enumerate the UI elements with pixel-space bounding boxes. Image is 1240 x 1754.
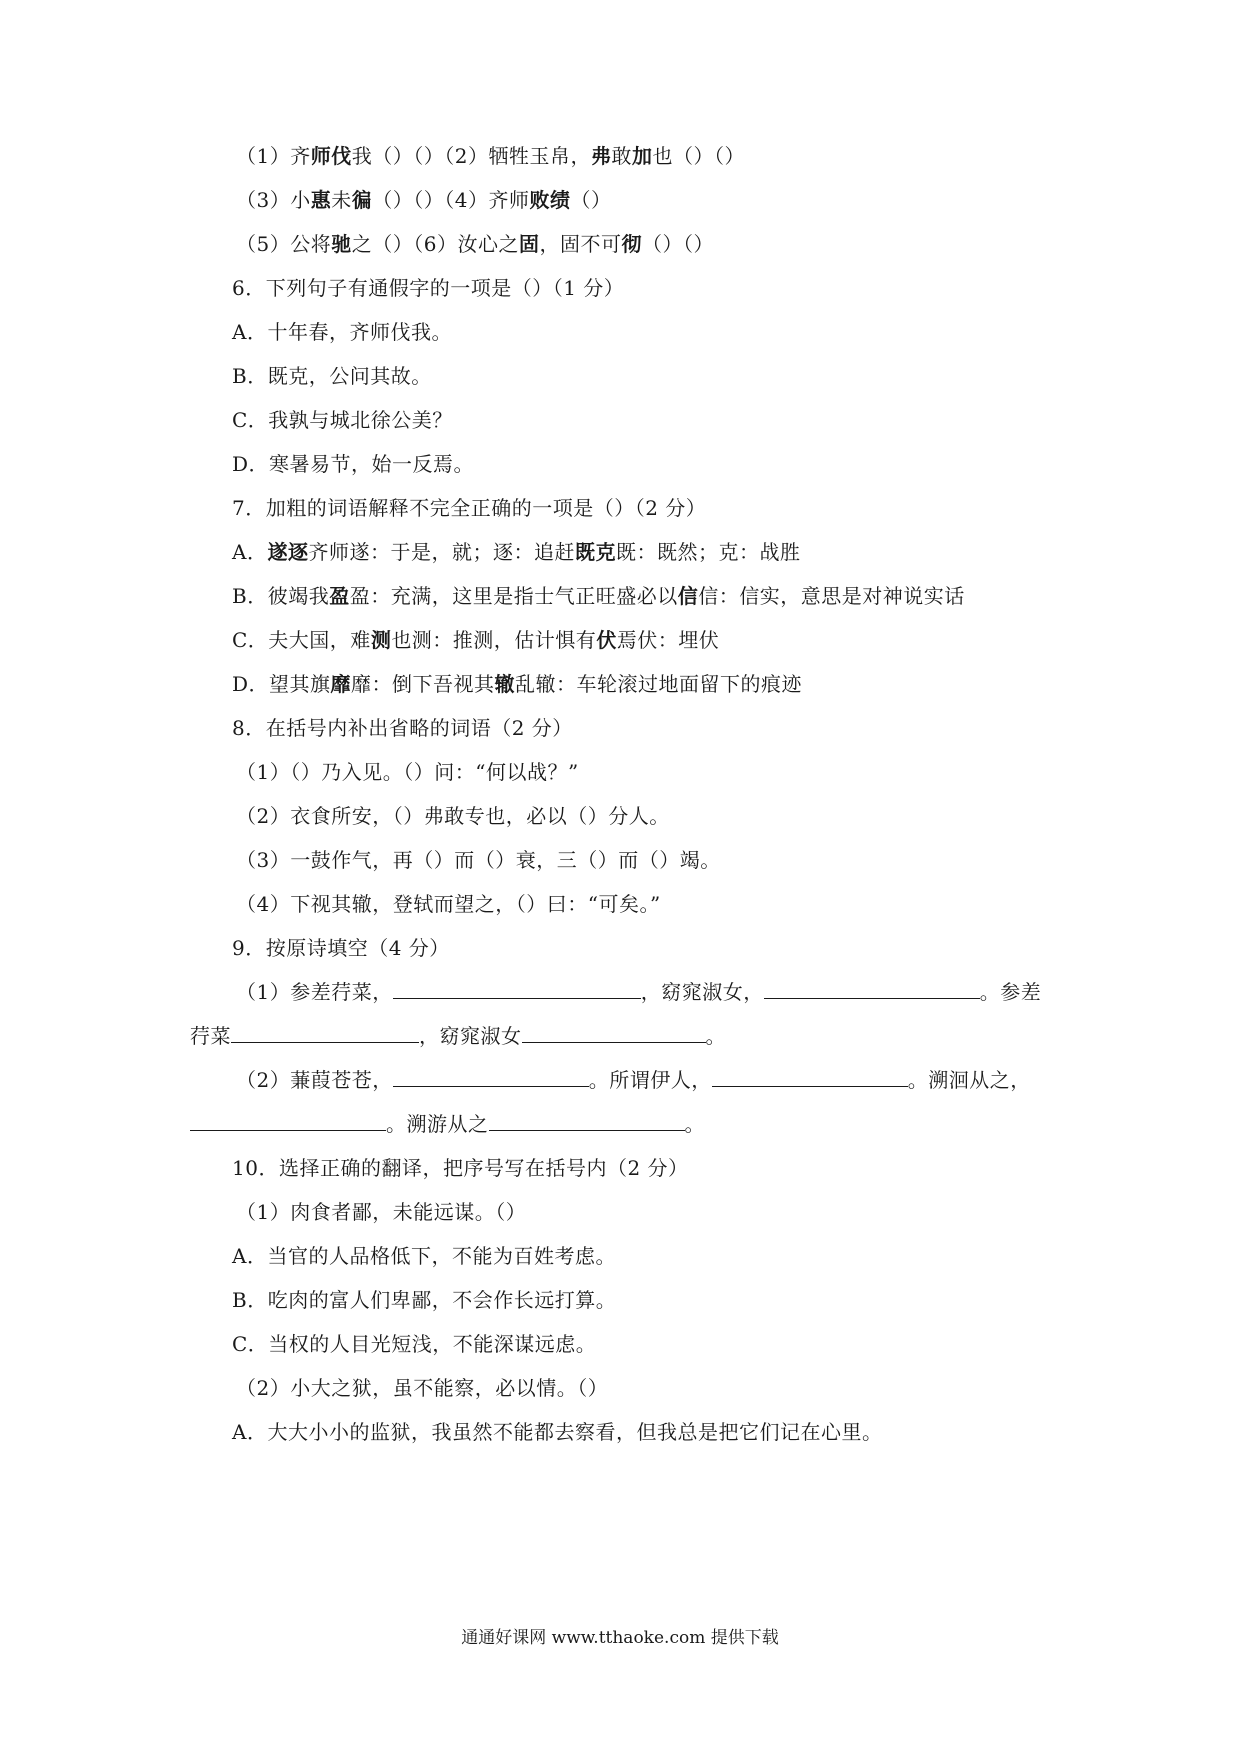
q9-line-2 (190, 1022, 726, 1050)
bold-text: 辙 (494, 672, 516, 696)
text: 既：既然；克：战胜 (615, 540, 801, 564)
q9-line-4 (190, 1110, 705, 1138)
text: （）（）（4）齐师 (372, 188, 530, 212)
q6-option-a: A．十年春，齐师伐我。 (232, 320, 452, 344)
q6-option-d: D．寒暑易节，始一反焉。 (232, 452, 475, 476)
bold-text: 师伐 (310, 144, 352, 168)
text: ，窈窕淑女 (419, 1024, 522, 1048)
bold-text: 惠 (310, 188, 332, 212)
text: （3）小 (236, 188, 311, 212)
q9-line-1 (236, 978, 1041, 1006)
bold-text: 盈 (329, 584, 350, 608)
q8-item-2: （2）衣食所安，（）弗敢专也，必以（）分人。 (236, 804, 670, 828)
q9-line-3 (236, 1066, 1031, 1094)
q8-item-4: （4）下视其辙，登轼而望之，（）曰：“可矣。” (236, 892, 661, 916)
bold-text: 遂逐 (267, 540, 309, 564)
page-footer: 通通好课网 www.tthaoke.com 提供下载 (461, 1628, 779, 1648)
bold-text: 信 (677, 584, 699, 608)
q8-item-1: （1）（）乃入见。（）问：“何以战？” (236, 760, 579, 784)
text: 我（）（）（2）牺牲玉帛， (351, 144, 591, 168)
text: 。溯洄从之， (907, 1068, 1031, 1092)
q10-sentence-1: （1）肉食者鄙，未能远谋。（） (236, 1200, 527, 1224)
q5-line-2 (236, 186, 611, 214)
text: 靡：倒下吾视其 (351, 672, 495, 696)
q10-s1-option-a: A．当官的人品格低下，不能为百姓考虑。 (232, 1244, 616, 1268)
answer-blank[interactable] (393, 1066, 589, 1087)
q10-s2-option-a: A．大大小小的监狱，我虽然不能都去察看，但我总是把它们记在心里。 (232, 1420, 883, 1444)
answer-blank[interactable] (231, 1022, 419, 1043)
text: 荇菜 (190, 1024, 231, 1048)
text: D．望其旗 (232, 672, 331, 696)
q6-option-c: C．我孰与城北徐公美？ (232, 408, 453, 432)
text: ，固不可 (539, 232, 622, 256)
answer-blank[interactable] (522, 1022, 706, 1043)
q10-s1-option-c: C．当权的人目光短浅，不能深谋远虑。 (232, 1332, 597, 1356)
q7-option-b (232, 582, 965, 610)
text: 也（）（） (652, 144, 745, 168)
bold-text: 既克 (574, 540, 616, 564)
answer-blank[interactable] (764, 978, 980, 999)
text: C．夫大国，难 (232, 628, 371, 652)
text: （）（） (641, 232, 714, 256)
text: 。参差 (979, 980, 1042, 1004)
text: 盈：充满，这里是指士气正旺盛必以 (349, 584, 678, 608)
q7-stem: 7．加粗的词语解释不完全正确的一项是（）（2 分） (232, 496, 707, 520)
text: （） (570, 188, 612, 212)
text: （2）蒹葭苍苍， (236, 1068, 393, 1092)
q7-option-c (232, 626, 719, 654)
bold-text: 靡 (330, 672, 352, 696)
text: 。溯游从之 (386, 1112, 489, 1136)
text: 之（）（6）汝心之 (351, 232, 519, 256)
q5-line-3 (236, 230, 714, 258)
answer-blank[interactable] (393, 978, 641, 999)
q9-stem: 9．按原诗填空（4 分） (232, 936, 450, 960)
q5-line-1 (236, 142, 745, 170)
q6-option-b: B．既克，公问其故。 (232, 364, 432, 388)
q10-stem: 10．选择正确的翻译，把序号写在括号内（2 分） (232, 1156, 689, 1180)
text: （5）公将 (236, 232, 332, 256)
bold-text: 败绩 (529, 188, 571, 212)
text: 。所谓伊人， (588, 1068, 712, 1092)
q7-option-d (232, 670, 802, 698)
answer-blank[interactable] (489, 1110, 685, 1131)
text: 敢 (611, 144, 632, 168)
answer-blank[interactable] (190, 1110, 386, 1131)
q8-stem: 8．在括号内补出省略的词语（2 分） (232, 716, 573, 740)
text: 也测：推测，估计惧有 (391, 628, 597, 652)
text: ，窈窕淑女， (640, 980, 764, 1004)
text: 。 (705, 1024, 726, 1048)
text: 焉伏：埋伏 (616, 628, 720, 652)
bold-text: 测 (370, 628, 392, 652)
bold-text: 彻 (621, 232, 642, 256)
text: 乱辙：车轮滚过地面留下的痕迹 (515, 672, 803, 696)
q8-item-3: （3）一鼓作气，再（）而（）衰，三（）而（）竭。 (236, 848, 721, 872)
q6-stem: 6．下列句子有通假字的一项是（）（1 分） (232, 276, 625, 300)
answer-blank[interactable] (712, 1066, 908, 1087)
bold-text: 加 (631, 144, 653, 168)
text: （1）参差荇菜， (236, 980, 393, 1004)
text: A． (232, 540, 268, 564)
bold-text: 驰 (331, 232, 352, 256)
text: B．彼竭我 (232, 584, 330, 608)
bold-text: 徧 (351, 188, 373, 212)
text: 未 (331, 188, 352, 212)
text: 。 (684, 1112, 705, 1136)
text: 齐师遂：于是，就；逐：追赶 (308, 540, 575, 564)
q10-sentence-2: （2）小大之狱，虽不能察，必以情。（） (236, 1376, 609, 1400)
text: （1）齐 (236, 144, 311, 168)
bold-text: 固 (518, 232, 540, 256)
q10-s1-option-b: B．吃肉的富人们卑鄙，不会作长远打算。 (232, 1288, 617, 1312)
text: 信：信实，意思是对神说实话 (698, 584, 965, 608)
bold-text: 弗 (590, 144, 612, 168)
bold-text: 伏 (596, 628, 617, 652)
q7-option-a (232, 538, 800, 566)
